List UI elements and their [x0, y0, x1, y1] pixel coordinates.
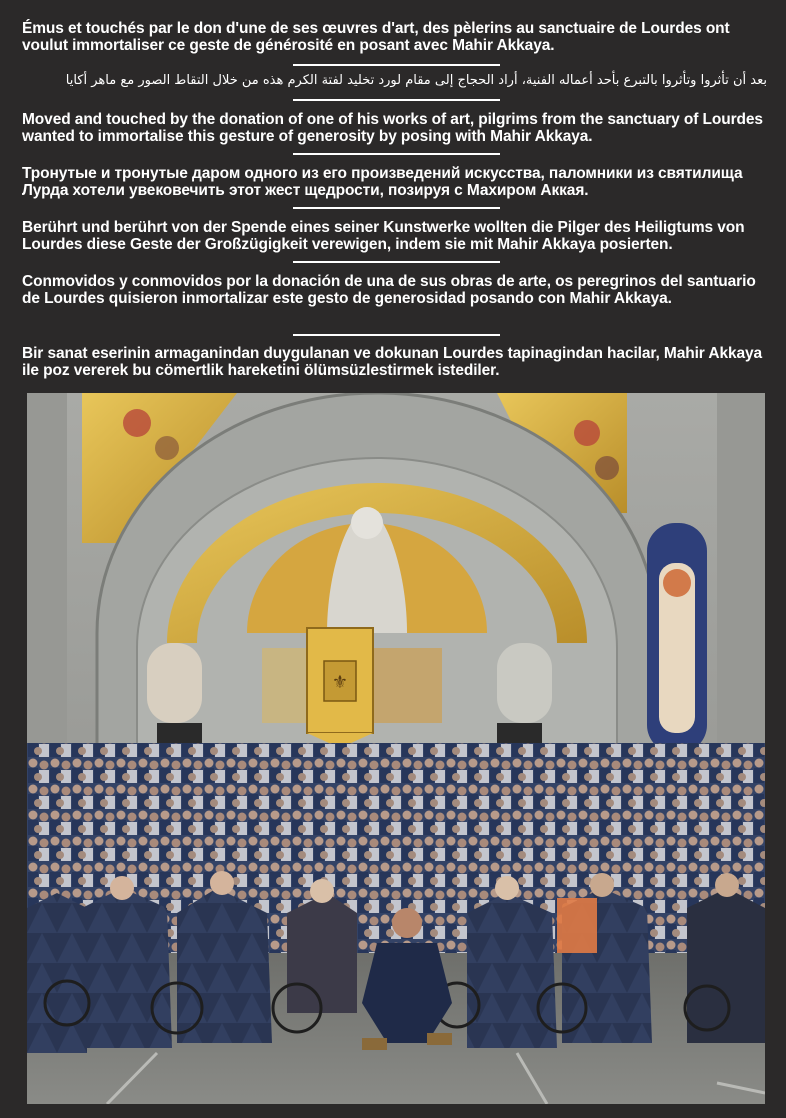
divider [293, 207, 500, 209]
divider [293, 64, 500, 66]
left-column [27, 393, 67, 793]
svg-text:⚜: ⚜ [331, 672, 349, 693]
paragraph-arabic: بعد أن تأثروا وتأثروا بالتبرع بأحد أعماله الفنية، أراد الحجاج إلى مقام لورد تخليد لفتة الكرم هذه من خلال التقاط الصور مع ماهر أكايا [65, 73, 767, 88]
paragraph-turkish: Bir sanat eserinin armaganindan duygulanan ve dokunan Lourdes tapinagindan hacilar, Mahir Akkaya ile poz vererek bu cömertlik hareketini ölümsüzlestirmek istediler. [22, 345, 763, 379]
paragraph-russian: Тронутые и тронутые даром одного из его произведений искусства, паломники из святилища Лурда хотели увековечить этот жест щедрости, позируя с Махиром Аккая. [22, 165, 743, 199]
paragraph-french: Émus et touchés par le don d'une de ses œuvres d'art, des pèlerins au sanctuaire de Lourdes ont voulut immortaliser ce geste de générosité en posant avec Mahir Akkaya. [22, 20, 730, 54]
divider [293, 261, 500, 263]
divider [293, 334, 500, 336]
paragraph-german: Berührt und berührt von der Spende eines seiner Kunstwerke wollten die Pilger des Heiligtums von Lourdes diese Geste der Großzügigkeit verewigen, indem sie mit Mahir Akkaya posierten. [22, 219, 745, 253]
paragraph-spanish: Conmovidos y conmovidos por la donación de una de sus obras de arte, os peregrinos del santuario de Lourdes quisieron inmortalizar este gesto de generosidad posando con Mahir Akkaya. [22, 273, 756, 307]
group-photo [27, 393, 765, 1104]
kneeling-man [392, 908, 422, 938]
right-column [717, 393, 765, 793]
paragraph-english: Moved and touched by the donation of one of his works of art, pilgrims from the sanctuary of Lourdes wanted to immortalise this gesture of generosity by posing with Mahir Akkaya. [22, 111, 763, 145]
divider [293, 99, 500, 101]
divider [293, 153, 500, 155]
